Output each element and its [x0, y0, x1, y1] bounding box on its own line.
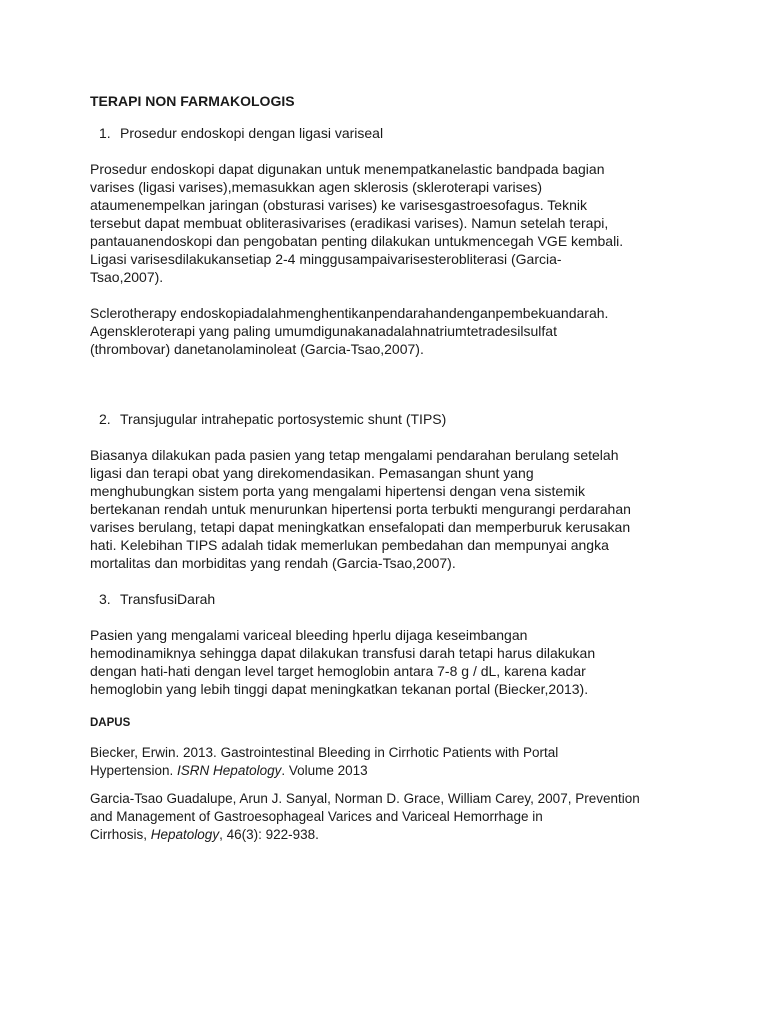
paragraph-line: Biasanya dilakukan pada pasien yang tetap mengalami pendarahan berulang setelah: [90, 447, 619, 463]
reference-line: [90, 762, 710, 780]
paragraph-transfusion: [90, 626, 710, 698]
paragraph-line: tersebut dapat membuat obliterasivarises (eradikasi varises). Namun setelah terapi,: [90, 215, 609, 231]
list-number: 3.: [99, 591, 111, 607]
reference-line: Biecker, Erwin. 2013. Gastrointestinal Bleeding in Cirrhotic Patients with Portal: [90, 745, 559, 760]
section-heading-text: Prosedur endoskopi dengan ligasi variseal: [120, 125, 384, 141]
paragraph-line: Sclerotherapy endoskopiadalahmenghentikanpendarahandenganpembekuandarah.: [90, 305, 609, 321]
paragraph-line: varises berulang, tetapi dapat meningkatkan ensefalopati dan memperburuk kerusakan: [90, 519, 631, 535]
document-page: [90, 92, 710, 844]
reference-entry: [90, 790, 710, 844]
paragraph-line: ligasi dan terapi obat yang direkomendasikan. Pemasangan shunt yang: [90, 465, 534, 481]
list-number: 2.: [99, 411, 111, 427]
paragraph-line: Tsao,2007).: [90, 269, 164, 285]
references-heading: DAPUS: [90, 717, 131, 729]
paragraph-line: mortalitas dan morbiditas yang rendah (Garcia-Tsao,2007).: [90, 555, 456, 571]
reference-line: and Management of Gastroesophageal Varices and Variceal Hemorrhage in: [90, 809, 543, 824]
reference-text: . Volume 2013: [281, 763, 368, 778]
section-heading-tips: [90, 410, 710, 428]
paragraph-line: Agenskleroterapi yang paling umumdigunakanadalahnatriumtetradesilsulfat: [90, 323, 557, 339]
paragraph-line: hati. Kelebihan TIPS adalah tidak memerlukan pembedahan dan mempunyai angka: [90, 537, 609, 553]
paragraph-line: menghubungkan sistem porta yang mengalami hipertensi dengan vena sistemik: [90, 483, 585, 499]
section-heading-endoscopy: [90, 124, 710, 142]
paragraph-line: hemodinamiknya sehingga dapat dilakukan transfusi darah tetapi harus dilakukan: [90, 645, 596, 661]
journal-name: ISRN Hepatology: [177, 763, 282, 778]
section-heading-transfusion: [90, 590, 710, 608]
paragraph-endoscopy-ligation: [90, 160, 710, 286]
reference-text: Hypertension.: [90, 763, 178, 778]
paragraph-sclerotherapy: [90, 304, 710, 358]
paragraph-line: hemoglobin yang lebih tinggi dapat meningkatkan tekanan portal (Biecker,2013).: [90, 681, 589, 697]
reference-entry: [90, 744, 710, 780]
paragraph-line: pantauanendoskopi dan pengobatan penting dilakukan untukmencegah VGE kembali.: [90, 233, 624, 249]
paragraph-line: (thrombovar) danetanolaminoleat (Garcia-Tsao,2007).: [90, 341, 424, 357]
paragraph-line: dengan hati-hati dengan level target hemoglobin antara 7-8 g / dL, karena kadar: [90, 663, 586, 679]
paragraph-tips: [90, 446, 710, 572]
reference-line: Garcia-Tsao Guadalupe, Arun J. Sanyal, Norman D. Grace, William Carey, 2007, Prevention: [90, 791, 640, 806]
reference-text: , 46(3): 922-938.: [219, 827, 319, 842]
paragraph-line: Pasien yang mengalami variceal bleeding hperlu dijaga keseimbangan: [90, 627, 528, 643]
journal-name: Hepatology: [150, 827, 220, 842]
paragraph-line: Prosedur endoskopi dapat digunakan untuk menempatkanelastic bandpada bagian: [90, 161, 605, 177]
list-number: 1.: [99, 125, 111, 141]
paragraph-line: bertekanan rendah untuk menurunkan hipertensi porta terbukti mengurangi perdarahan: [90, 501, 631, 517]
paragraph-line: ataumenempelkan jaringan (obsturasi varises) ke varisesgastroesofagus. Teknik: [90, 197, 587, 213]
reference-text: Cirrhosis,: [90, 827, 151, 842]
section-heading-text: Transjugular intrahepatic portosystemic shunt (TIPS): [120, 411, 447, 427]
section-heading-text: TransfusiDarah: [120, 591, 216, 607]
paragraph-line: varises (ligasi varises),memasukkan agen sklerosis (skleroterapi varises): [90, 179, 543, 195]
paragraph-line: Ligasi varisesdilakukansetiap 2-4 minggusampaivarisesterobliterasi (Garcia-: [90, 251, 562, 267]
document-title: TERAPI NON FARMAKOLOGIS: [90, 93, 295, 109]
reference-line: [90, 826, 710, 844]
